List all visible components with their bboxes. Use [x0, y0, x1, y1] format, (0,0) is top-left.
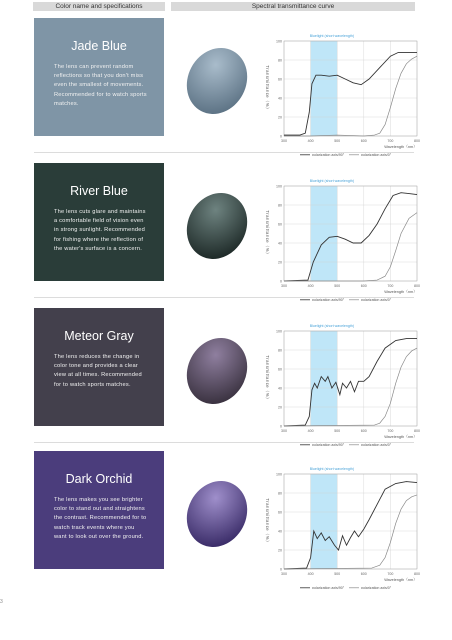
y-tick-label: 80	[278, 348, 282, 353]
y-tick-label: 60	[278, 367, 282, 372]
x-axis-label: Wavelength（nm）	[384, 578, 417, 582]
bluelight-label: Bluelight (short wavelength)	[309, 34, 355, 38]
y-tick-label: 20	[278, 548, 282, 553]
y-tick-label: 40	[278, 529, 282, 534]
y-tick-label: 0	[280, 279, 282, 284]
y-tick-label: 40	[278, 386, 282, 391]
x-tick-label: 600	[360, 572, 367, 576]
row-divider	[34, 442, 414, 443]
y-tick-label: 80	[278, 203, 282, 208]
series-90-line	[284, 339, 417, 426]
row-divider	[34, 297, 414, 298]
y-tick-label: 20	[278, 405, 282, 410]
x-tick-label: 500	[334, 284, 341, 288]
y-tick-label: 0	[280, 567, 282, 572]
legend-label-90: polarization axis/90°	[312, 443, 345, 446]
color-description: The lens can prevent random reflections so that you don't miss even the smallest of movements. Recommended for to watch sports matches.	[54, 64, 147, 107]
legend-label-0: polarization axis/0°	[361, 153, 392, 156]
lens-image	[185, 189, 249, 263]
y-tick-label: 100	[276, 184, 282, 189]
transmittance-chart	[252, 306, 422, 446]
x-tick-label: 300	[281, 429, 287, 433]
curve-header: Spectral transmittance curve	[171, 2, 415, 11]
lens-row	[0, 451, 452, 591]
lens-shape	[185, 189, 249, 263]
plot-frame	[284, 41, 417, 136]
color-card	[34, 308, 164, 426]
specs-header: Color name and specifications	[33, 2, 165, 11]
x-tick-label: 500	[334, 139, 341, 143]
x-tick-label: 500	[334, 429, 341, 433]
x-tick-label: 600	[360, 429, 367, 433]
x-tick-label: 800	[414, 284, 420, 288]
x-tick-label: 600	[360, 139, 367, 143]
lens-row	[0, 18, 452, 158]
legend-label-90: polarization axis/90°	[312, 298, 345, 301]
color-card	[34, 18, 164, 136]
y-tick-label: 100	[276, 39, 282, 44]
y-axis-label: Transmittance（%）	[265, 498, 270, 545]
color-description: The lens makes you see brighter color to stand out and straightens the contrast. Recommended for to watch track events where you want to look out over the ground.	[54, 497, 147, 540]
series-0-line	[284, 56, 417, 136]
series-0-line	[284, 213, 417, 281]
x-tick-label: 400	[307, 572, 314, 576]
y-axis-label: Transmittance（%）	[265, 65, 270, 112]
y-tick-label: 80	[278, 58, 282, 63]
x-tick-label: 700	[387, 429, 394, 433]
transmittance-chart	[252, 161, 422, 301]
y-tick-label: 40	[278, 96, 282, 101]
row-divider	[34, 152, 414, 153]
lens-shape	[185, 44, 249, 118]
x-tick-label: 400	[307, 429, 314, 433]
legend-label-0: polarization axis/0°	[361, 298, 392, 301]
y-tick-label: 100	[276, 472, 282, 477]
y-axis-label: Transmittance（%）	[265, 355, 270, 402]
lens-image	[185, 334, 249, 408]
lens-image	[185, 44, 249, 118]
x-tick-label: 600	[360, 284, 367, 288]
x-tick-label: 500	[334, 572, 341, 576]
x-tick-label: 300	[281, 139, 287, 143]
legend-label-90: polarization axis/90°	[312, 153, 345, 156]
x-axis-label: Wavelength（nm）	[384, 145, 417, 149]
legend-label-0: polarization axis/0°	[361, 443, 392, 446]
x-tick-label: 800	[414, 572, 420, 576]
transmittance-chart	[252, 449, 422, 589]
y-tick-label: 60	[278, 510, 282, 515]
series-0-line	[284, 348, 417, 426]
color-name: Meteor Gray	[64, 329, 134, 343]
legend-label-90: polarization axis/90°	[312, 586, 345, 589]
bluelight-band	[311, 331, 338, 426]
x-tick-label: 800	[414, 429, 420, 433]
y-tick-label: 80	[278, 491, 282, 496]
y-tick-label: 0	[280, 424, 282, 429]
color-card	[34, 451, 164, 569]
y-tick-label: 60	[278, 77, 282, 82]
series-90-line	[284, 52, 417, 135]
color-description: The lens cuts glare and maintains a comfortable field of vision even in strong sunlight. Recommended for fishing where the reflection of the water's surface is a concern.	[54, 209, 146, 252]
color-description: The lens reduces the change in color tone and provides a clear view at all times. Recommended for to watch sports matches.	[54, 354, 142, 388]
color-name: River Blue	[70, 184, 128, 198]
bluelight-band	[311, 474, 338, 569]
x-tick-label: 700	[387, 572, 394, 576]
x-tick-label: 300	[281, 572, 287, 576]
y-tick-label: 60	[278, 222, 282, 227]
x-axis-label: Wavelength（nm）	[384, 290, 417, 294]
bluelight-band	[311, 186, 338, 281]
y-tick-label: 20	[278, 115, 282, 120]
x-tick-label: 700	[387, 139, 394, 143]
y-tick-label: 20	[278, 260, 282, 265]
x-tick-label: 800	[414, 139, 420, 143]
x-tick-label: 300	[281, 284, 287, 288]
lens-shape	[185, 334, 249, 408]
lens-row	[0, 163, 452, 303]
plot-frame	[284, 186, 417, 281]
bluelight-label: Bluelight (short wavelength)	[309, 467, 355, 471]
lens-image	[185, 477, 249, 551]
x-tick-label: 700	[387, 284, 394, 288]
lens-row	[0, 308, 452, 448]
color-name: Jade Blue	[71, 39, 127, 53]
series-90-line	[284, 193, 417, 281]
x-tick-label: 400	[307, 284, 314, 288]
lens-shape	[185, 477, 249, 551]
color-name: Dark Orchid	[65, 472, 133, 486]
transmittance-chart	[252, 16, 422, 156]
y-tick-label: 100	[276, 329, 282, 334]
y-tick-label: 0	[280, 134, 282, 139]
bluelight-label: Bluelight (short wavelength)	[309, 324, 355, 328]
legend-label-0: polarization axis/0°	[361, 586, 392, 589]
page-number: 3	[0, 599, 3, 605]
y-axis-label: Transmittance（%）	[265, 210, 270, 257]
color-card	[34, 163, 164, 281]
y-tick-label: 40	[278, 241, 282, 246]
series-90-line	[284, 482, 417, 569]
bluelight-band	[311, 41, 338, 136]
plot-frame	[284, 474, 417, 569]
x-axis-label: Wavelength（nm）	[384, 435, 417, 439]
x-tick-label: 400	[307, 139, 314, 143]
series-0-line	[284, 495, 417, 569]
bluelight-label: Bluelight (short wavelength)	[309, 179, 355, 183]
